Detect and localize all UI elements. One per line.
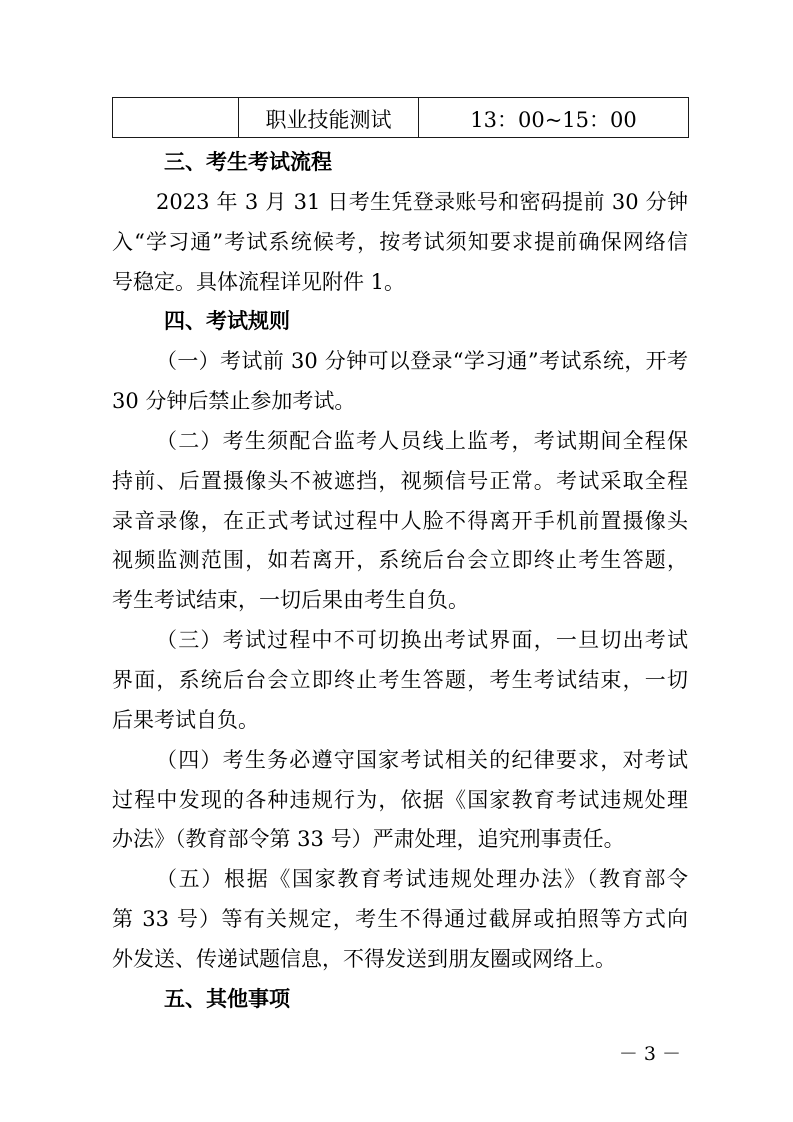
table-row [113,98,689,138]
section-heading-4: 四、考试规则 [164,309,290,334]
paragraph-line: 录音录像，在正式考试过程中人脸不得离开手机前置摄像头 [112,508,688,533]
rule-item-5 [112,860,688,980]
section-heading-5: 五、其他事项 [164,986,290,1011]
paragraph-line: 30 分钟后禁止参加考试。 [112,389,356,414]
paragraph-line: 号稳定。具体流程详见附件 1。 [112,269,406,294]
document-body [112,143,688,1020]
table-cell-time: 13：00~15：00 [419,98,689,138]
paragraph-line: 办法》（教育部令第 33 号）严肃处理，追究刑事责任。 [112,827,625,852]
table-cell-subject: 职业技能测试 [239,98,419,138]
paragraph-line: 外发送、传递试题信息，不得发送到朋友圈或网络上。 [112,946,616,971]
paragraph-line: 第 33 号）等有关规定，考生不得通过截屏或拍照等方式向 [112,907,688,932]
schedule-table [112,97,689,138]
rule-item-4 [112,741,688,861]
paragraph-line: （二）考生须配合监考人员线上监考，考试期间全程保 [156,428,688,453]
paragraph-line: 视频监测范围，如若离开，系统后台会立即终止考生答题， [112,548,688,573]
paragraph-line: （四）考生务必遵守国家考试相关的纪律要求，对考试 [156,747,688,772]
section-3-paragraph [112,183,688,303]
section-heading-3: 三、考生考试流程 [164,150,332,174]
paragraph-line: 持前、后置摄像头不被遮挡，视频信号正常。考试采取全程 [112,468,688,493]
rule-item-3 [112,621,688,741]
paragraph-line: 界面，系统后台会立即终止考生答题，考生考试结束，一切 [112,667,688,692]
paragraph-line: 入“学习通”考试系统候考，按考试须知要求提前确保网络信 [112,229,688,254]
paragraph-line: 考生考试结束，一切后果由考生自负。 [112,588,469,613]
paragraph-line: （五）根据《国家教育考试违规处理办法》（教育部令 [156,867,688,892]
paragraph-line: （三）考试过程中不可切换出考试界面，一旦切出考试 [156,628,688,653]
paragraph-line: 后果考试自负。 [112,707,259,732]
paragraph-line: 2023 年 3 月 31 日考生凭登录账号和密码提前 30 分钟 [156,189,688,214]
page-number: － 3 － [618,1043,681,1065]
rule-item-2 [112,422,688,621]
rule-item-1 [112,342,688,422]
paragraph-line: （一）考试前 30 分钟可以登录“学习通”考试系统，开考 [156,349,688,374]
table-cell-empty [113,98,239,138]
paragraph-line: 过程中发现的各种违规行为，依据《国家教育考试违规处理 [112,787,688,812]
